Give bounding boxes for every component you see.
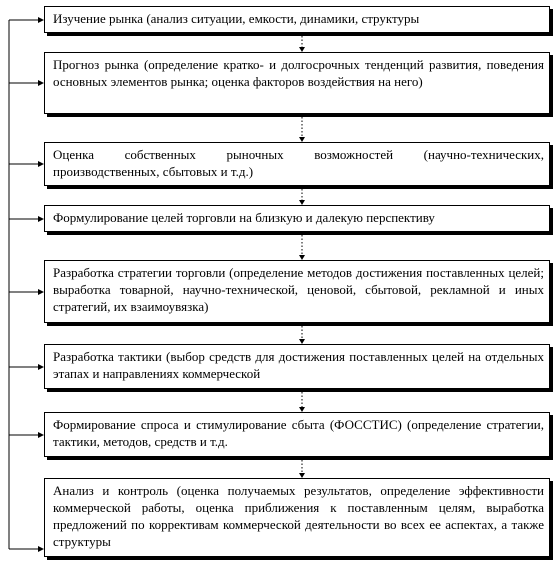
step-box-market-study: [44, 6, 550, 33]
step-box-own-capabilities: [44, 142, 550, 186]
step-text: Формирование спроса и стимулирование сбыта (ФОССТИС) (определение стратегии, тактики, методов, средств и т.д.: [53, 417, 544, 449]
step-box-demand-formation: [44, 412, 550, 457]
step-box-trade-goals: [44, 205, 550, 232]
step-text: Разработка тактики (выбор средств для достижения поставленных целей на отдельных этапах и направлениях коммерческой: [53, 349, 544, 381]
step-box-tactics: [44, 344, 550, 389]
step-box-trade-strategy: [44, 260, 550, 323]
step-text: Оценка собственных рыночных возможностей (научно-технических, производственных, сбытовых и т.д.): [53, 147, 544, 179]
step-text: Формулирование целей торговли на близкую и далекую перспективу: [53, 210, 435, 225]
step-text: Анализ и контроль (оценка получаемых результатов, определение эффективности коммерческой работы, оценка приближения к поставленным целям, выработка предложений по коррективам коммерческой деятельности во всех ее аспектах, а также структуры: [53, 483, 544, 549]
step-text: Разработка стратегии торговли (определение методов достижения поставленных целей; выработка товарной, научно-технической, ценовой, сбытовой, рекламной и иных стратегий, их взаимоувязка): [53, 265, 544, 314]
step-text: Прогноз рынка (определение кратко- и долгосрочных тенденций развития, поведения основных элементов рынка; оценка факторов воздействия на него): [53, 57, 544, 89]
step-text: Изучение рынка (анализ ситуации, емкости, динамики, структуры: [53, 11, 420, 26]
step-box-analysis-control: [44, 478, 550, 557]
step-box-market-forecast: [44, 52, 550, 114]
